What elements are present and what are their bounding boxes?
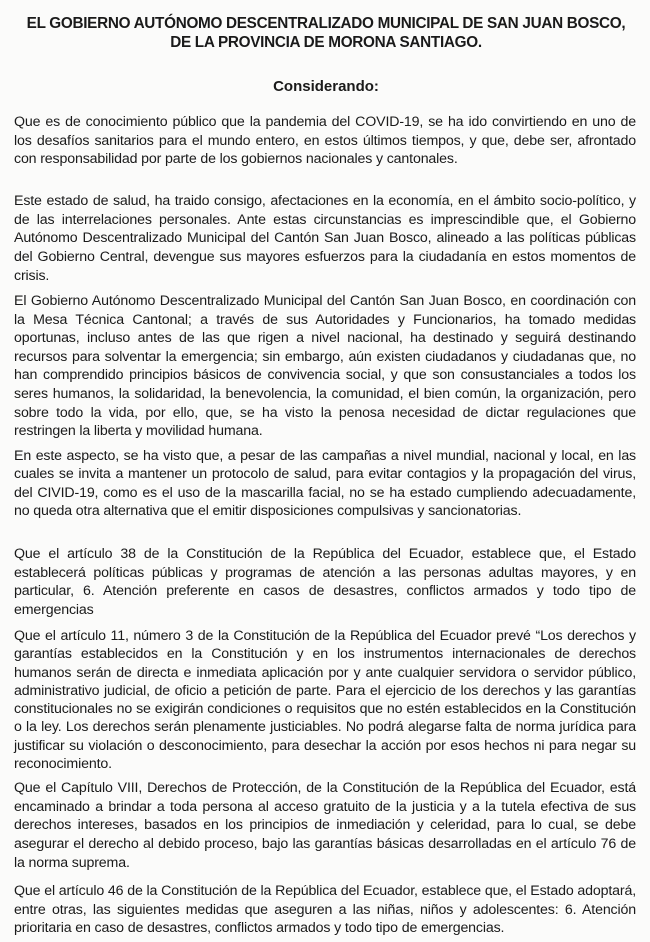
section-heading: Considerando: (273, 78, 379, 95)
paragraph: Que es de conocimiento público que la pandemia del COVID-19, se ha ido convirtiendo en uno de los desafíos sanitarios para el mundo entero, en estos últimos tiempos, y que, debe ser, afrontado con responsabilidad por parte de los gobiernos nacionales y cantonales. (14, 114, 636, 167)
paragraph: Que el artículo 38 de la Constitución de la República del Ecuador, establece que, el Estado establecerá políticas públicas y programas de atención a las personas adultas mayores, y en particular, 6. Atención preferente en casos de desastres, conflictos armados y todo tipo de emergencias (14, 546, 636, 618)
paragraph: Este estado de salud, ha traido consigo, afectaciones en la economía, en el ámbito socio-político, y de las interrelaciones personales. Ante estas circunstancias es imprescindible que, el Gobierno Autónomo Descentralizado Municipal del Cantón San Juan Bosco, alineado a las políticas públicas del Gobierno Central, devengue sus mayores esfuerzos para la ciudadanía en estos momentos de crisis. (14, 193, 636, 284)
paragraph: En este aspecto, se ha visto que, a pesar de las campañas a nivel mundial, nacional y local, en las cuales se invita a mantener un protocolo de salud, para evitar contagios y la propagación del virus, del CIVID-19, como es el uso de la mascarilla facial, no se ha estado cumpliendo adecuadamente, no queda otra alternativa que el emitir disposiciones compulsivas y sancionatorias. (14, 448, 636, 519)
paragraph: Que el artículo 46 de la Constitución de la República del Ecuador, establece que, el Estado adoptará, entre otras, las siguientes medidas que aseguren a las niñas, niños y adolescentes: 6. Atención prioritaria en caso de desastres, conflictos armados y todo tipo de emergencias. (14, 883, 636, 937)
paragraph: Que el artículo 11, número 3 de la Constitución de la República del Ecuador prevé “Los derechos y garantías establecidos en la Constitución y en los instrumentos internacionales de derechos humanos serán de directa e inmediata aplicación por y ante cualquier servidora o servidor público, administrativo judicial, de oficio a petición de parte. Para el ejercicio de los derechos y las garantías constitucionales no se exigirán condiciones o requisitos que no estén establecidos en la Constitución o la ley. Los derechos serán plenamente justiciables. No podrá alegarse falta de norma jurídica para justificar su violación o desconocimiento, para desechar la acción por esos hechos ni para negar su reconocimiento. (14, 628, 636, 773)
paragraph: El Gobierno Autónomo Descentralizado Municipal del Cantón San Juan Bosco, en coordinación con la Mesa Técnica Cantonal; a través de sus Autoridades y Funcionarios, ha tomado medidas oportunas, incluso antes de las que rigen a nivel nacional, ha destinado y seguirá destinando recursos para solventar la emergencia; sin embargo, aún existen ciudadanos y ciudadanas que, no han comprendido principios básicos de convivencia social, y que son consustanciales a todos los seres humanos, la solidaridad, la benevolencia, la comunidad, el bien común, la organización, pero sobre todo la vida, por ello, que, se ha visto la penosa necesidad de dictar regulaciones que restringen la liberta y movilidad humana. (14, 293, 636, 440)
document-title: EL GOBIERNO AUTÓNOMO DESCENTRALIZADO MUNICIPAL DE SAN JUAN BOSCO, DE LA PROVINCIA DE MORONA SANTIAGO. (26, 15, 626, 51)
paragraph: Que el Capítulo VIII, Derechos de Protección, de la Constitución de la República del Ecuador, está encaminado a brindar a toda persona al acceso gratuito de la justicia y a la tutela efectiva de sus derechos intereses, basados en los principios de inmediación y celeridad, para lo cual, se debe asegurar el derecho al debido proceso, bajo las garantías básicas desarrolladas en el artículo 76 de la norma suprema. (14, 780, 636, 871)
